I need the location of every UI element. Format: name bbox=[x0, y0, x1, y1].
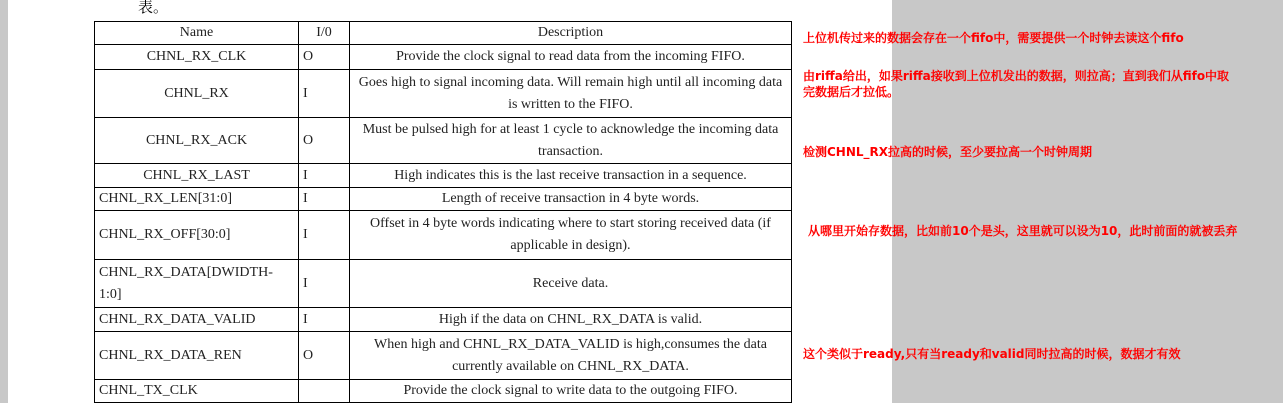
annotation-rx-off: 从哪里开始存数据，比如前10个是头，这里就可以设为10，此时前面的就被丢弃 bbox=[808, 224, 1238, 238]
table-row bbox=[95, 308, 792, 332]
header-io: I/0 bbox=[299, 22, 350, 45]
signal-description: Offset in 4 byte words indicating where to start storing received data (if applicable in design). bbox=[350, 211, 792, 260]
right-margin-panel bbox=[892, 0, 1283, 403]
table-header-row bbox=[95, 22, 792, 45]
preceding-text: 表。 bbox=[138, 0, 169, 16]
signal-io: I bbox=[299, 308, 350, 332]
signal-io: O bbox=[299, 332, 350, 380]
signal-io: I bbox=[299, 188, 350, 211]
table-row bbox=[95, 380, 792, 403]
signal-io: I bbox=[299, 211, 350, 260]
header-name: Name bbox=[95, 22, 299, 45]
signal-name: CHNL_RX_LEN[31:0] bbox=[95, 188, 299, 211]
signal-description: High indicates this is the last receive transaction in a sequence. bbox=[350, 164, 792, 188]
signal-io: I bbox=[299, 164, 350, 188]
table-row bbox=[95, 260, 792, 308]
signal-description: Goes high to signal incoming data. Will remain high until all incoming data is written to the FIFO. bbox=[350, 70, 792, 118]
signal-name: CHNL_RX_DATA[DWIDTH-1:0] bbox=[95, 260, 299, 308]
signal-io: I bbox=[299, 70, 350, 118]
table-row bbox=[95, 188, 792, 211]
signal-name: CHNL_TX_CLK bbox=[95, 380, 299, 403]
signal-description: Must be pulsed high for at least 1 cycle to acknowledge the incoming data transaction. bbox=[350, 118, 792, 164]
annotation-rx-clk: 上位机传过来的数据会存在一个fifo中，需要提供一个时钟去读这个fifo bbox=[803, 31, 1184, 45]
signal-name: CHNL_RX_LAST bbox=[95, 164, 299, 188]
signal-name: CHNL_RX_OFF[30:0] bbox=[95, 211, 299, 260]
signal-io: I bbox=[299, 260, 350, 308]
signal-name: CHNL_RX_ACK bbox=[95, 118, 299, 164]
table-row bbox=[95, 70, 792, 118]
annotation-chnl-rx: 由riffa给出，如果riffa接收到上位机发出的数据，则拉高；直到我们从fifo中取 完数据后才拉低。 bbox=[803, 69, 1230, 99]
table-row bbox=[95, 45, 792, 70]
table-row bbox=[95, 332, 792, 380]
table-row bbox=[95, 118, 792, 164]
signal-name: CHNL_RX_CLK bbox=[95, 45, 299, 70]
signal-name: CHNL_RX bbox=[95, 70, 299, 118]
signal-description: Provide the clock signal to write data to the outgoing FIFO. bbox=[350, 380, 792, 403]
signal-io: O bbox=[299, 45, 350, 70]
signal-name: CHNL_RX_DATA_REN bbox=[95, 332, 299, 380]
annotation-rx-data-ren: 这个类似于ready,只有当ready和valid同时拉高的时候，数据才有效 bbox=[803, 347, 1181, 361]
signal-io bbox=[299, 380, 350, 403]
signal-description: High if the data on CHNL_RX_DATA is valid. bbox=[350, 308, 792, 332]
table-row bbox=[95, 211, 792, 260]
signal-description: When high and CHNL_RX_DATA_VALID is high,consumes the data currently available on CHNL_RX_DATA. bbox=[350, 332, 792, 380]
signal-description: Provide the clock signal to read data from the incoming FIFO. bbox=[350, 45, 792, 70]
signal-io: O bbox=[299, 118, 350, 164]
signal-table bbox=[94, 21, 792, 403]
header-description: Description bbox=[350, 22, 792, 45]
left-margin-bar bbox=[0, 0, 8, 403]
annotation-rx-ack: 检测CHNL_RX拉高的时候，至少要拉高一个时钟周期 bbox=[803, 145, 1093, 159]
signal-description: Receive data. bbox=[350, 260, 792, 308]
signal-name: CHNL_RX_DATA_VALID bbox=[95, 308, 299, 332]
signal-description: Length of receive transaction in 4 byte words. bbox=[350, 188, 792, 211]
table-row bbox=[95, 164, 792, 188]
